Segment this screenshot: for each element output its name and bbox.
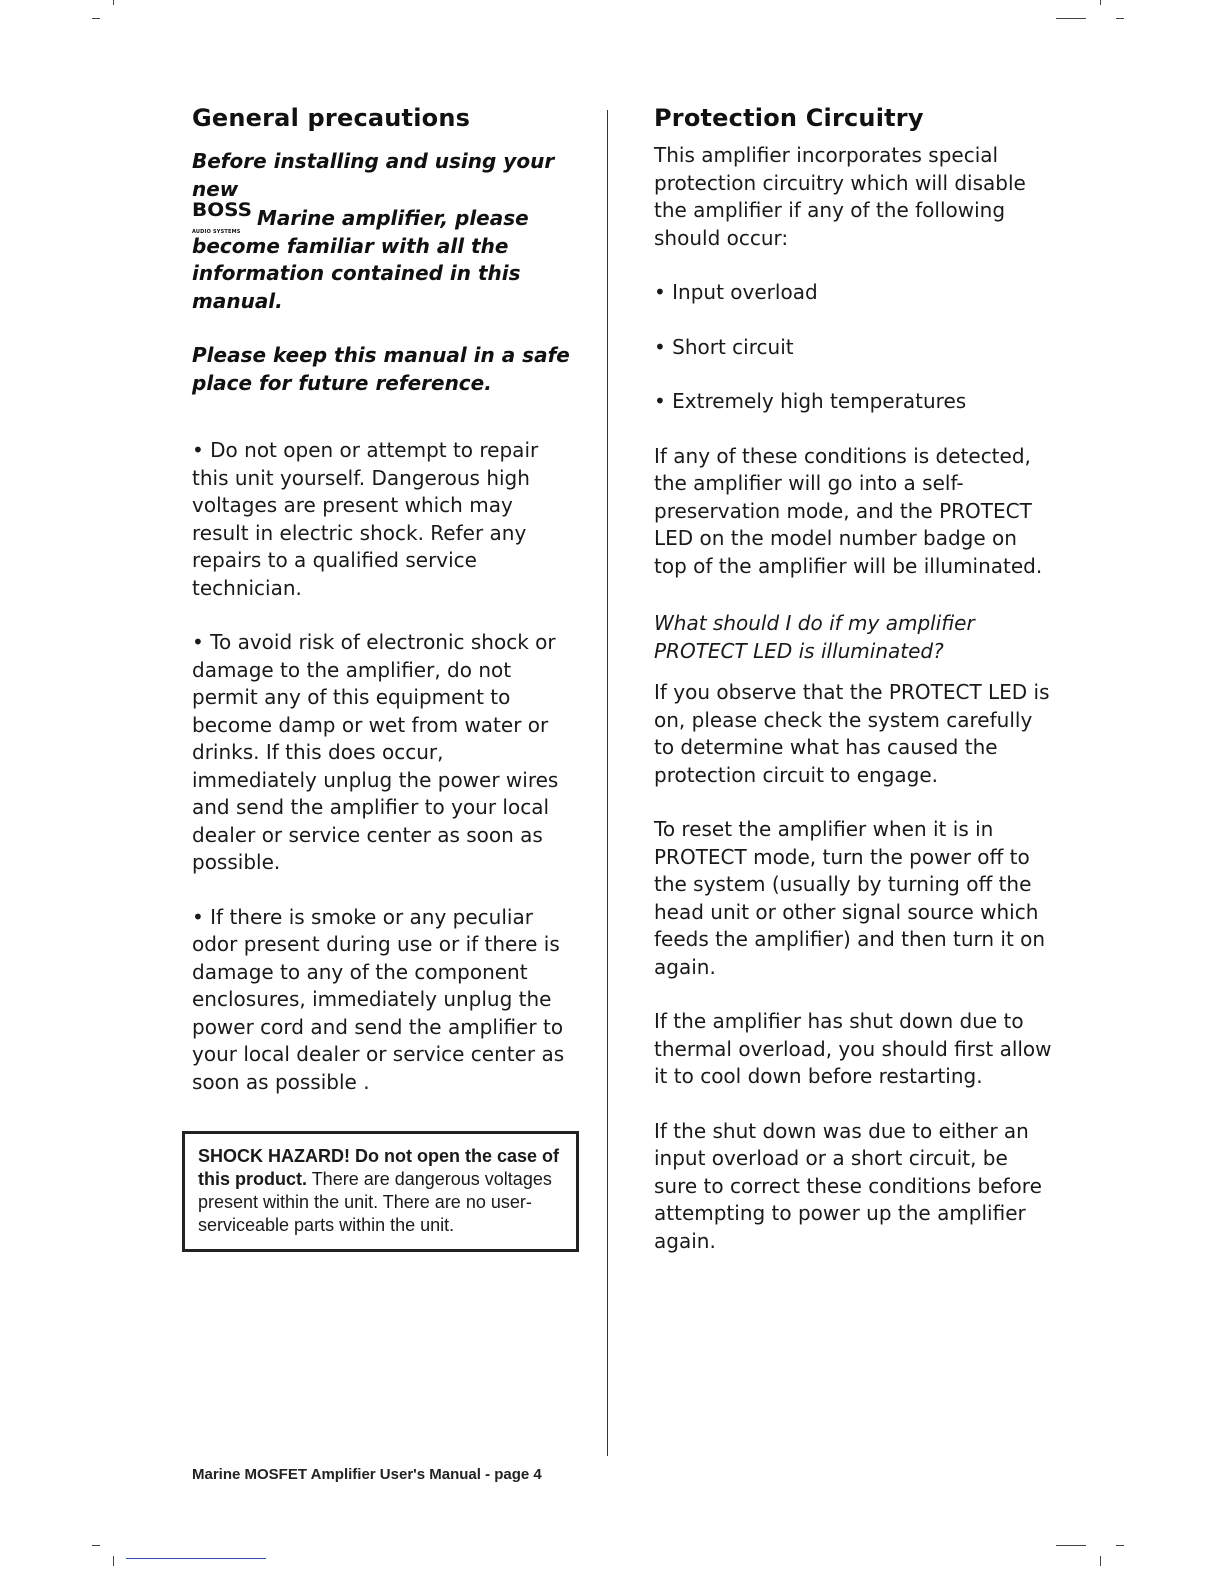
intro-after-logo: Marine amplifier, please become familiar with all the information contained in this manual.: [192, 206, 529, 313]
left-column: [192, 104, 572, 1252]
reset-paragraph: To reset the amplifier when it is in PROTECT mode, turn the power off to the system (usually by turning off the head unit or other signal source which feeds the amplifier) and then turn it on again.: [654, 817, 1046, 979]
protect-led-question: What should I do if my amplifier PROTECT LED is illuminated?: [654, 611, 975, 663]
precaution-bullet-1: • Do not open or attempt to repair this unit yourself. Dangerous high voltages are present which may result in electric shock. Refer any repairs to a qualified service technician.: [192, 438, 539, 600]
protect-led-answer: If you observe that the PROTECT LED is on, please check the system carefully to determine what has caused the protection circuit to engage.: [654, 680, 1050, 787]
protection-intro: This amplifier incorporates special protection circuitry which will disable the amplifier if any of the following should occur:: [654, 143, 1026, 250]
warning-bold-text: SHOCK HAZARD! Do not open the case of this product.: [198, 1146, 560, 1189]
column-divider: [607, 110, 608, 1456]
page-footer: Marine MOSFET Amplifier User's Manual - page 4: [192, 1466, 542, 1483]
thermal-paragraph: If the amplifier has shut down due to thermal overload, you should first allow it to cool down before restarting.: [654, 1009, 1052, 1088]
general-precautions-heading: General precautions: [192, 104, 471, 132]
crop-mark: [113, 0, 114, 5]
crop-mark: [92, 1545, 100, 1546]
crop-mark: [1056, 1545, 1086, 1546]
crop-mark: [1056, 18, 1086, 19]
intro-before-logo: Before installing and using your new: [192, 149, 555, 201]
margin-rule: [126, 1558, 266, 1559]
condition-item: • Input overload: [654, 280, 818, 304]
shock-hazard-warning-box: [182, 1131, 579, 1252]
condition-item: • Extremely high temperatures: [654, 389, 967, 413]
right-column: [654, 104, 1054, 1255]
short-circuit-paragraph: If the shut down was due to either an input overload or a short circuit, be sure to correct these conditions before attempting to power up the amplifier again.: [654, 1118, 1042, 1253]
crop-mark: [1100, 0, 1101, 5]
crop-mark: [1116, 18, 1124, 19]
boss-logo-subtitle: AUDIO SYSTEMS: [192, 229, 241, 235]
protection-circuitry-heading: Protection Circuitry: [654, 104, 924, 132]
boss-logo: [192, 199, 253, 235]
crop-mark: [92, 18, 100, 19]
crop-mark: [1100, 1556, 1101, 1566]
warning-body-text: There are dangerous voltages present within the unit. There are no user-serviceable parts within the unit.: [198, 1169, 552, 1235]
boss-logo-word: BOSS: [192, 199, 253, 221]
keep-manual-note: Please keep this manual in a safe place for future reference.: [192, 343, 570, 395]
crop-mark: [113, 1556, 114, 1566]
precaution-bullet-3: • If there is smoke or any peculiar odor present during use or if there is damage to any of the component enclosures, immediately unplug the power cord and send the amplifier to your local dealer or service center as soon as possible .: [192, 904, 565, 1094]
condition-item: • Short circuit: [654, 334, 794, 359]
detected-paragraph: If any of these conditions is detected, the amplifier will go into a self-preservation mode, and the PROTECT LED on the model number badge on top of the amplifier will be illuminated.: [654, 443, 1043, 578]
precaution-bullet-2: • To avoid risk of electronic shock or damage to the amplifier, do not permit any of this equipment to become damp or wet from water or drinks. If this does occur, immediately unplug the power wires and send the amplifier to your local dealer or service center as soon as possible.: [192, 630, 559, 874]
intro-paragraph: [192, 148, 572, 315]
crop-mark: [1116, 1545, 1124, 1546]
